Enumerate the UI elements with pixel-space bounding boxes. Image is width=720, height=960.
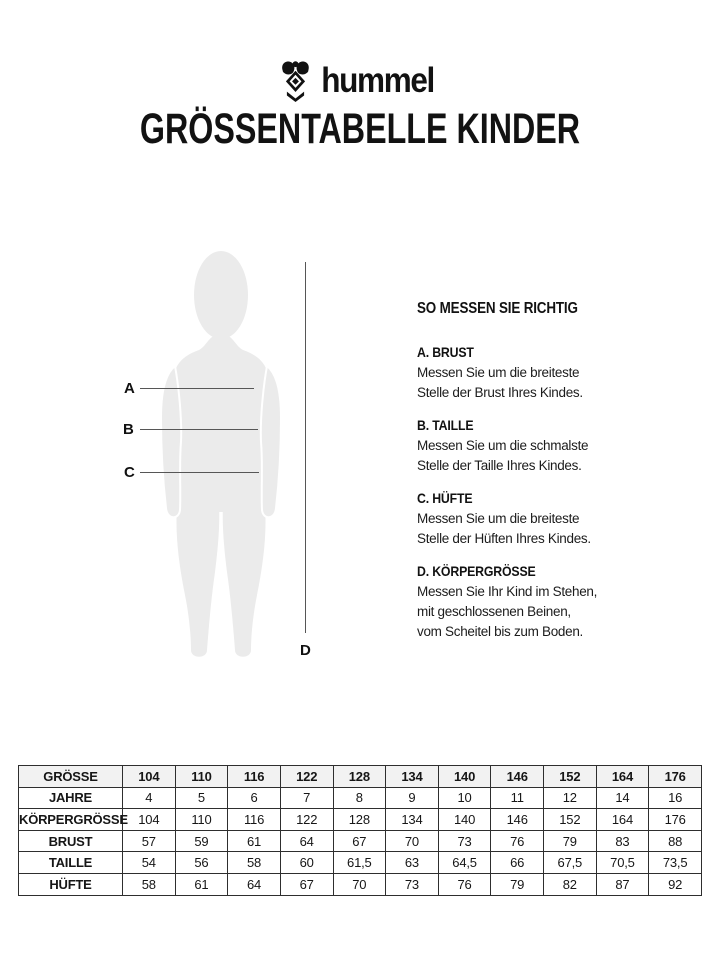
instruction-section-d [417,563,632,642]
row-label: GRÖSSE [19,766,123,788]
table-cell: 9 [386,787,439,809]
table-cell: 5 [175,787,228,809]
table-cell: 6 [228,787,281,809]
instruction-section-line: Stelle der Brust Ihres Kindes. [417,385,583,400]
page-title: GRÖSSENTABELLE KINDER [139,105,581,153]
table-cell: 7 [280,787,333,809]
table-cell: 140 [438,809,491,831]
table-cell: 76 [491,830,544,852]
table-cell: 79 [491,873,544,895]
table-cell: 146 [491,766,544,788]
table-cell: 104 [123,766,176,788]
instruction-section-line: Stelle der Hüften Ihres Kindes. [417,531,591,546]
table-cell: 66 [491,852,544,874]
table-cell: 14 [596,787,649,809]
table-cell: 73,5 [649,852,702,874]
table-cell: 70,5 [596,852,649,874]
table-cell: 110 [175,809,228,831]
instruction-section-c [417,490,632,549]
table-cell: 128 [333,766,386,788]
hummel-wordmark: hummel [321,60,434,100]
instruction-section-title: D. KÖRPERGRÖSSE [417,563,536,579]
table-cell: 76 [438,873,491,895]
table-cell: 88 [649,830,702,852]
table-cell: 63 [386,852,439,874]
table-cell: 64,5 [438,852,491,874]
table-cell: 134 [386,809,439,831]
table-cell: 82 [544,873,597,895]
instruction-section-line: Messen Sie um die breiteste [417,511,580,526]
table-cell: 67,5 [544,852,597,874]
table-cell: 104 [123,809,176,831]
table-cell: 73 [438,830,491,852]
table-cell: 116 [228,809,281,831]
hummel-bee-icon [280,59,311,102]
table-cell: 146 [491,809,544,831]
instruction-section-line: Messen Sie um die breiteste [417,365,580,380]
table-cell: 67 [333,830,386,852]
table-cell: 58 [228,852,281,874]
instruction-section-title: B. TAILLE [417,417,474,433]
table-cell: 164 [596,809,649,831]
size-table-row [19,852,702,874]
instruction-section-title: A. BRUST [417,344,474,360]
table-cell: 61,5 [333,852,386,874]
instruction-section-line: mit geschlossenen Beinen, [417,604,571,619]
table-cell: 58 [123,873,176,895]
table-cell: 128 [333,809,386,831]
table-cell: 70 [386,830,439,852]
table-cell: 11 [491,787,544,809]
instruction-section-line: Messen Sie um die schmalste [417,438,589,453]
row-label: TAILLE [19,852,123,874]
size-table-row [19,873,702,895]
table-cell: 92 [649,873,702,895]
table-cell: 83 [596,830,649,852]
row-label: KÖRPERGRÖSSE [19,809,123,831]
size-table [18,765,702,896]
table-cell: 164 [596,766,649,788]
table-cell: 122 [280,766,333,788]
table-cell: 10 [438,787,491,809]
table-cell: 116 [228,766,281,788]
table-cell: 67 [280,873,333,895]
instruction-section-line: vom Scheitel bis zum Boden. [417,624,583,639]
table-cell: 140 [438,766,491,788]
table-cell: 8 [333,787,386,809]
table-cell: 64 [228,873,281,895]
measuring-instructions [417,300,632,656]
hummel-logo [0,57,720,103]
size-table-row [19,809,702,831]
marker-label-a: A [124,380,135,397]
measure-line-d [305,262,306,633]
marker-label-d: D [300,642,311,659]
size-table-header-row [19,766,702,788]
row-label: JAHRE [19,787,123,809]
marker-label-c: C [124,464,135,481]
table-cell: 61 [175,873,228,895]
table-cell: 70 [333,873,386,895]
measure-line-a [140,388,254,389]
table-cell: 4 [123,787,176,809]
instruction-section-title: C. HÜFTE [417,490,473,506]
instruction-section-line: Messen Sie Ihr Kind im Stehen, [417,584,598,599]
table-cell: 79 [544,830,597,852]
size-table-row [19,787,702,809]
table-cell: 56 [175,852,228,874]
measure-line-c [140,472,259,473]
instruction-section-a [417,344,632,403]
child-silhouette [157,250,287,665]
row-label: HÜFTE [19,873,123,895]
table-cell: 176 [649,766,702,788]
table-cell: 16 [649,787,702,809]
measure-line-b [140,429,258,430]
row-label: BRUST [19,830,123,852]
table-cell: 12 [544,787,597,809]
table-cell: 60 [280,852,333,874]
instruction-section-b [417,417,632,476]
instructions-heading: SO MESSEN SIE RICHTIG [417,300,578,317]
size-table-body [19,766,702,896]
table-cell: 64 [280,830,333,852]
marker-label-b: B [123,421,134,438]
table-cell: 152 [544,766,597,788]
table-cell: 87 [596,873,649,895]
table-cell: 54 [123,852,176,874]
instruction-section-line: Stelle der Taille Ihres Kindes. [417,458,582,473]
table-cell: 61 [228,830,281,852]
table-cell: 122 [280,809,333,831]
instruction-sections [417,344,632,642]
table-cell: 176 [649,809,702,831]
table-cell: 57 [123,830,176,852]
table-cell: 110 [175,766,228,788]
table-cell: 59 [175,830,228,852]
table-cell: 73 [386,873,439,895]
table-cell: 134 [386,766,439,788]
size-table-row [19,830,702,852]
table-cell: 152 [544,809,597,831]
